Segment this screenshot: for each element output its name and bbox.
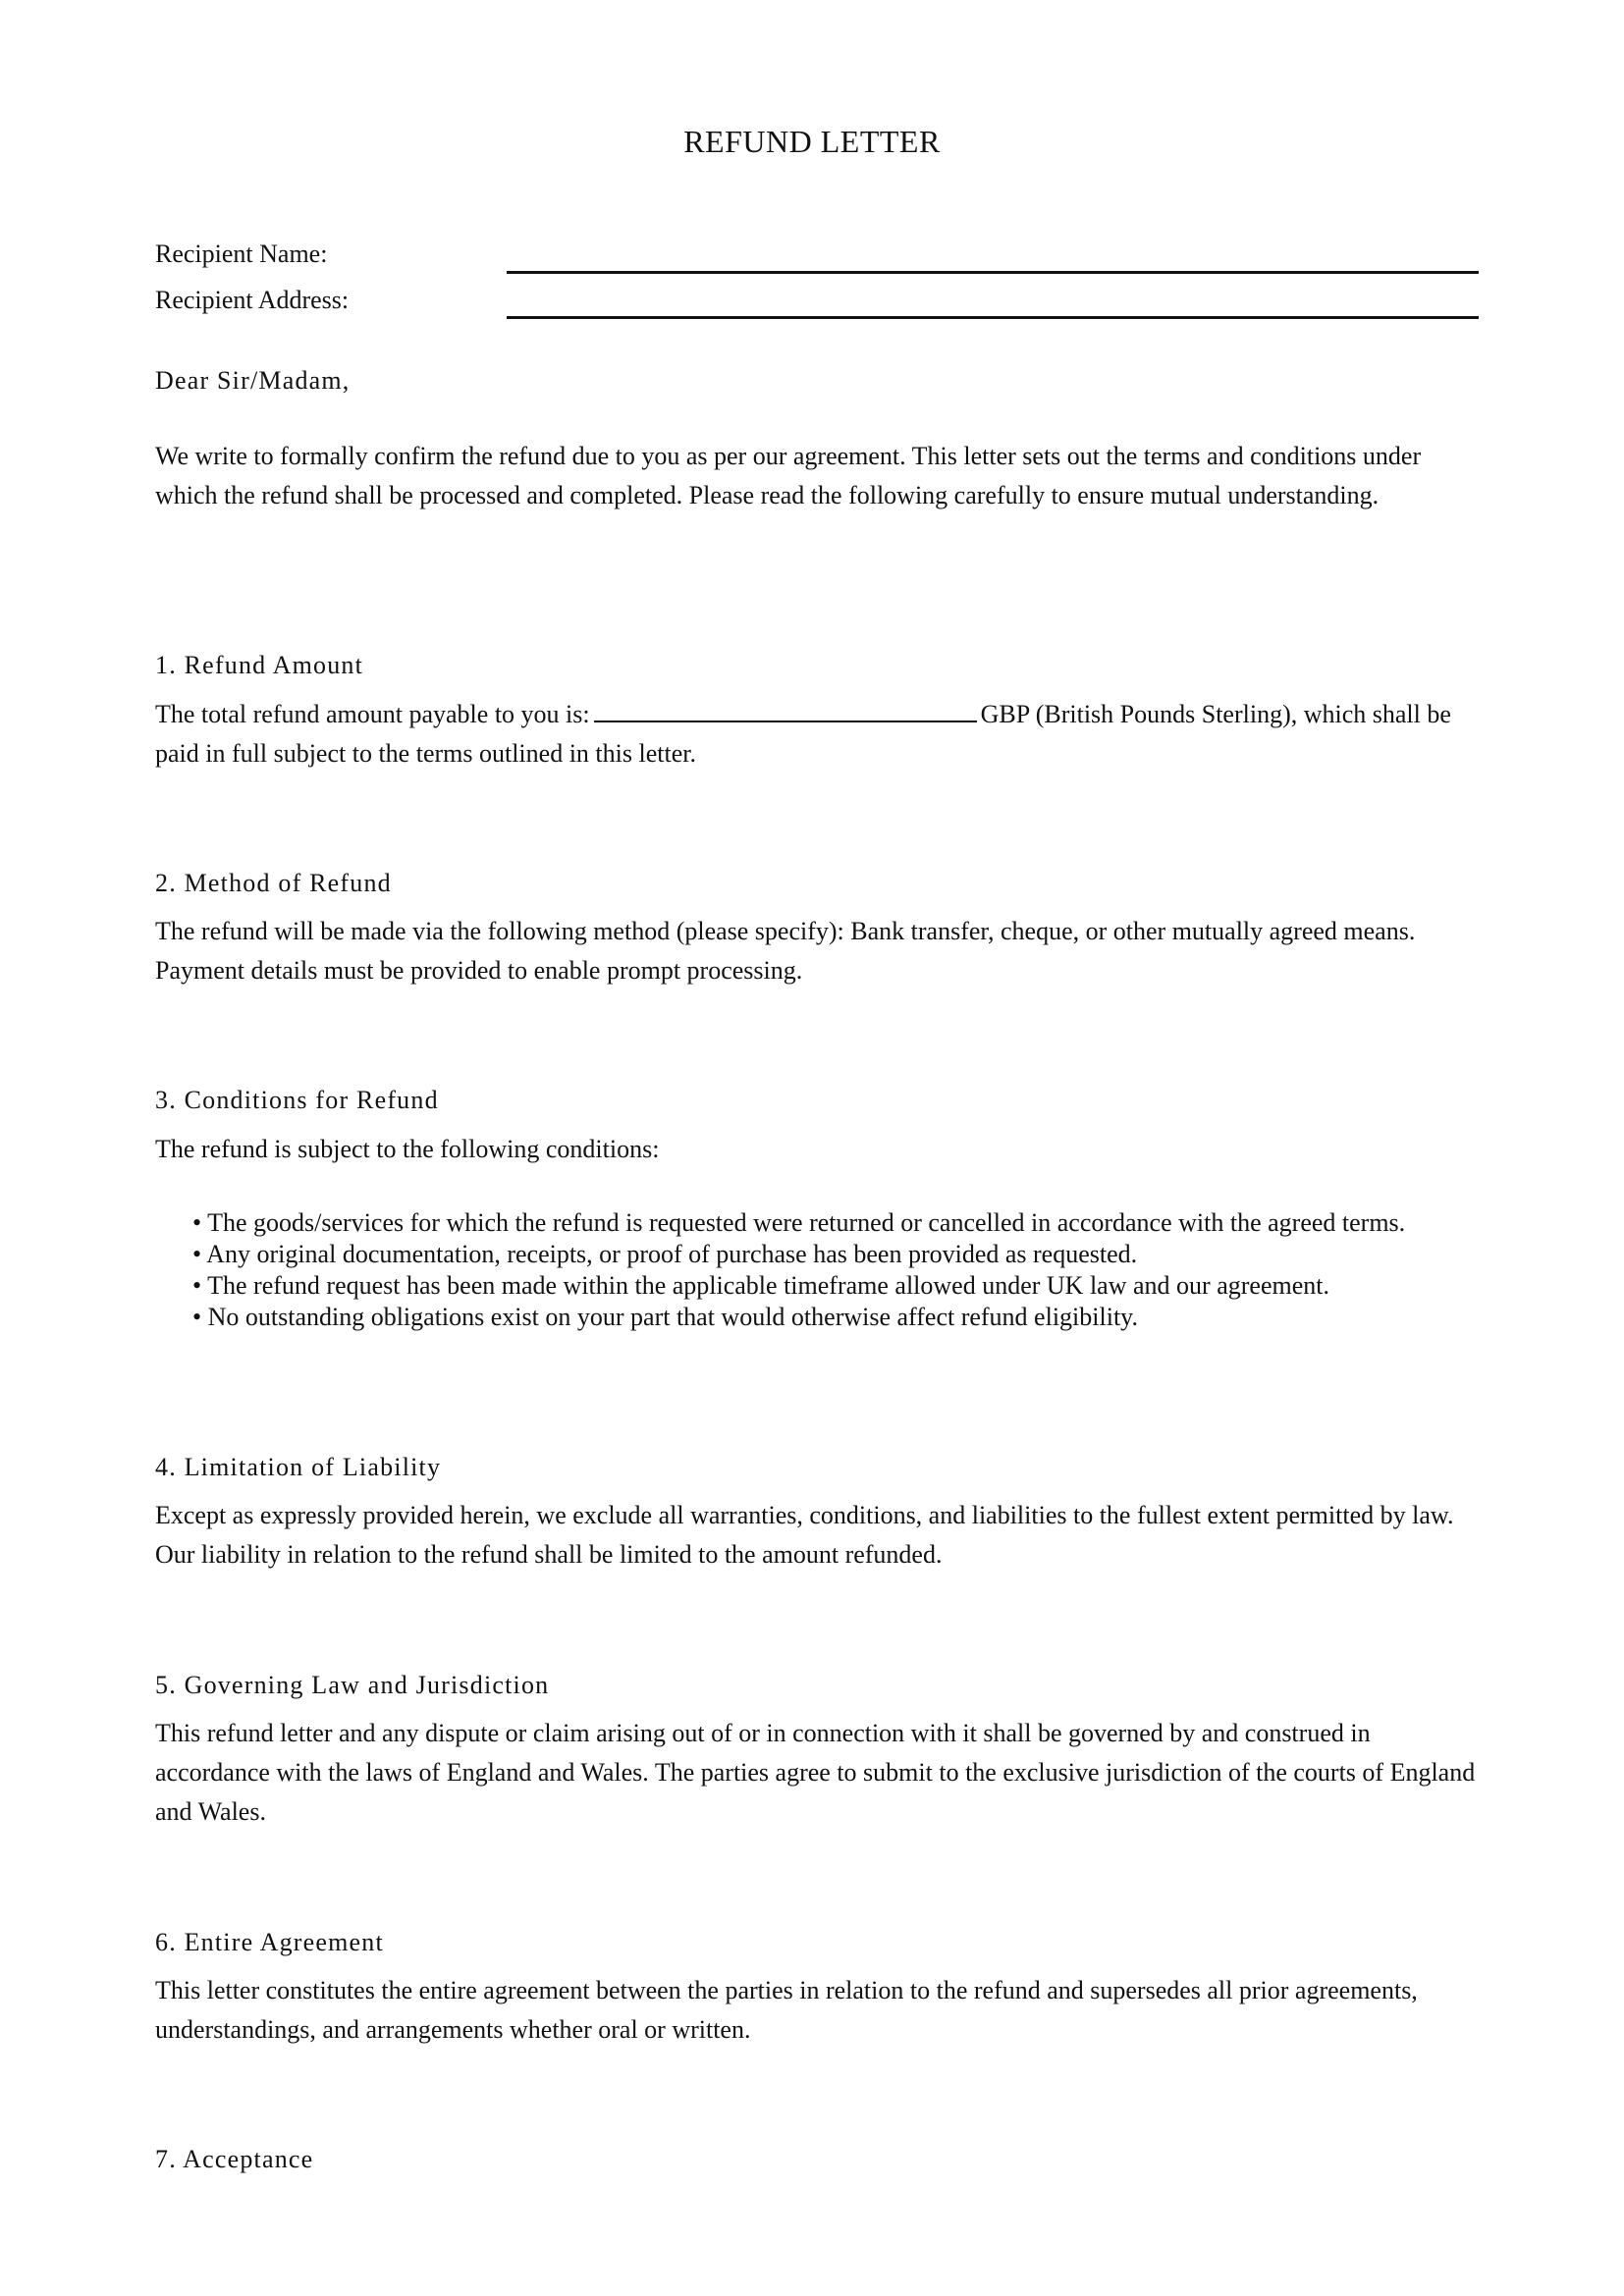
- section-2-body: The refund will be made via the following method (please specify): Bank transfer, cheque, or other mutually agreed means. Payment details must be provided to enable prompt processing.: [155, 917, 1416, 985]
- refund-amount-currency-text: GBP (British Pounds Sterling), which shall be paid in full subject to the terms outlined in this letter.: [155, 700, 1451, 768]
- section-5-body: This refund letter and any dispute or claim arising out of or in connection with it shall be governed by and construed in accordance with the laws of England and Wales. The parties agree to submit to the exclusive jurisdiction of the courts of England and Wales.: [155, 1719, 1476, 1826]
- recipient-address-line[interactable]: [507, 316, 1479, 319]
- section-3-heading: 3. Conditions for Refund: [155, 1086, 439, 1114]
- salutation: Dear Sir/Madam,: [155, 366, 351, 395]
- recipient-name-label: Recipient Name:: [155, 240, 328, 268]
- section-1-heading: 1. Refund Amount: [155, 651, 364, 679]
- document-title: REFUND LETTER: [683, 124, 941, 159]
- section-6-heading: 6. Entire Agreement: [155, 1928, 384, 1956]
- section-2-heading: 2. Method of Refund: [155, 869, 392, 897]
- section-6-body: This letter constitutes the entire agreement between the parties in relation to the refund and supersedes all prior agreements, understandings, and arrangements whether oral or written.: [155, 1976, 1418, 2044]
- intro-paragraph: We write to formally confirm the refund due to you as per our agreement. This letter sets out the terms and conditions under which the refund shall be processed and completed. Please read the following carefully to ensure mutual understanding.: [155, 442, 1422, 509]
- section-1-body: [155, 695, 1481, 774]
- list-item: • No outstanding obligations exist on your part that would otherwise affect refund eligibility.: [192, 1303, 1138, 1331]
- section-3-body: The refund is subject to the following conditions:: [155, 1135, 660, 1163]
- section-7-heading: 7. Acceptance: [155, 2145, 314, 2173]
- conditions-list: [192, 1207, 1469, 1333]
- list-item: • The goods/services for which the refund is requested were returned or cancelled in accordance with the agreed terms.: [192, 1208, 1406, 1237]
- recipient-address-label: Recipient Address:: [155, 286, 350, 314]
- list-item: • Any original documentation, receipts, or proof of purchase has been provided as requested.: [192, 1240, 1138, 1268]
- section-5-heading: 5. Governing Law and Jurisdiction: [155, 1671, 550, 1699]
- recipient-name-line[interactable]: [507, 271, 1479, 274]
- list-item: • The refund request has been made within the applicable timeframe allowed under UK law and our agreement.: [192, 1271, 1329, 1300]
- refund-amount-text: The total refund amount payable to you is:: [155, 700, 590, 728]
- refund-amount-blank[interactable]: [594, 699, 977, 722]
- section-4-heading: 4. Limitation of Liability: [155, 1453, 442, 1481]
- section-4-body: Except as expressly provided herein, we exclude all warranties, conditions, and liabilities to the fullest extent permitted by law. Our liability in relation to the refund shall be limited to the amount refunded.: [155, 1501, 1454, 1569]
